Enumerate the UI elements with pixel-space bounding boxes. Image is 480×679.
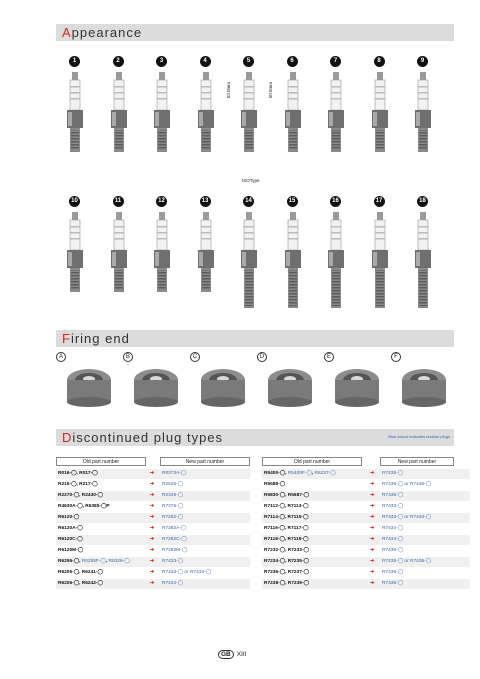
firing-end-letter: A (56, 352, 66, 362)
new-part-cell: R7282C-◯ (162, 537, 187, 542)
firing-end-letter: C (190, 352, 200, 362)
arrow-icon: ➜ (150, 559, 155, 564)
appearance-title: Appearance (62, 25, 143, 40)
arrow-icon: ➜ (150, 548, 155, 553)
new-part-cell: R7434-◯ (382, 537, 404, 542)
firing-end-image (330, 364, 384, 408)
firing-end-image (196, 364, 250, 408)
old-part-cell: R2270-◯, R2430-◯ (58, 493, 103, 498)
old-part-cell: R4630A-◯, R6385-◯P (58, 504, 110, 509)
old-part-cell: R7232-◯, R7233-◯ (264, 548, 309, 553)
resistor-note: Blue colour indicates resistor plugs (388, 434, 450, 439)
plug-number-badge: 12 (156, 196, 167, 207)
plug-row-2 (60, 196, 454, 316)
firing-end-header (56, 330, 454, 347)
new-part-cell: R7282M-◯ (162, 548, 188, 553)
old-part-cell: R6206-◯, R6242-◯ (58, 581, 103, 586)
spark-plug-2 (104, 56, 134, 176)
old-part-cell: R5830-◯, R5687-◯ (264, 493, 309, 498)
old-part-cell: R7114-◯, R7115-◯ (264, 515, 309, 520)
old-part-cell: R7112-◯, R7113-◯ (264, 504, 309, 509)
old-part-cell: R216-◯, R217-◯ (58, 482, 98, 487)
old-part-cell: R6120A-◯ (58, 526, 83, 531)
new-part-cell: R7433-◯ (382, 504, 404, 509)
arrow-icon: ➜ (370, 515, 375, 520)
firing-end-letter: D (257, 352, 267, 362)
arrow-icon: ➜ (150, 482, 155, 487)
arrow-icon: ➜ (370, 482, 375, 487)
iso-type-label: ISOType (242, 178, 260, 183)
plug-number-badge: 16 (330, 196, 341, 207)
new-part-cell: R7282-◯ (162, 515, 184, 520)
old-part-cell: R6205-◯, R6241-◯ (58, 570, 103, 575)
plug-number-badge: 14 (243, 196, 254, 207)
page-footer (218, 650, 247, 659)
firing-end-d (257, 352, 313, 410)
plug-number-badge: 18 (417, 196, 428, 207)
firing-end-c (190, 352, 246, 410)
spark-plug-1 (60, 56, 90, 176)
firing-end-row (56, 352, 454, 412)
new-part-cell: R7434-◯ (382, 526, 404, 531)
old-part-cell: R6120M-◯ (58, 548, 84, 553)
new-part-header: New part number (160, 457, 250, 466)
plug-number-badge: 11 (113, 196, 124, 207)
new-part-cell: R2525-◯ (162, 482, 184, 487)
firing-end-image (263, 364, 317, 408)
new-part-cell: R7435-◯ (382, 471, 404, 476)
old-part-header: Old part number (56, 457, 146, 466)
firing-end-title: Firing end (62, 331, 130, 346)
new-part-cell: R7433-◯ or R7434-◯ (382, 515, 432, 520)
new-part-cell: R0373A-◯ (162, 471, 187, 476)
discontinued-title: Discontinued plug types (62, 430, 224, 445)
spark-plug-4 (191, 56, 221, 176)
spark-plug-18 (408, 196, 438, 316)
arrow-icon: ➜ (150, 471, 155, 476)
spark-plug-8 (365, 56, 395, 176)
spark-plug-16 (321, 196, 351, 316)
new-part-cell: R7435-◯ or R7436-◯ (382, 559, 432, 564)
new-part-cell: R7434-◯ (162, 581, 184, 586)
arrow-icon: ➜ (150, 515, 155, 520)
firing-end-letter: F (391, 352, 401, 362)
discontinued-header (56, 429, 454, 446)
old-part-cell: R7236-◯, R7237-◯ (264, 570, 309, 575)
firing-end-b (123, 352, 179, 410)
firing-end-letter: E (324, 352, 334, 362)
plug-number-badge: 13 (200, 196, 211, 207)
plug-number-badge: 2 (113, 56, 124, 67)
arrow-icon: ➜ (150, 504, 155, 509)
new-part-cell: R7433-◯ (162, 559, 184, 564)
arrow-icon: ➜ (370, 548, 375, 553)
old-part-cell: R6120C-◯ (58, 537, 83, 542)
old-part-cell: R7118-◯, R7119-◯ (264, 537, 309, 542)
plug-number-badge: 1 (69, 56, 80, 67)
firing-end-image (129, 364, 183, 408)
plug-row-1 (60, 56, 454, 176)
old-part-cell: R5688-◯ (264, 482, 286, 487)
spark-plug-10 (60, 196, 90, 316)
arrow-icon: ➜ (370, 471, 375, 476)
arrow-icon: ➜ (370, 570, 375, 575)
old-part-cell: R5400-◯, R5400F-◯, R6237-◯ (264, 471, 336, 476)
old-part-cell: R7238-◯, R7239-◯ (264, 581, 309, 586)
old-part-cell: R7116-◯, R7117-◯ (264, 526, 309, 531)
new-part-cell: R7376-◯ (162, 504, 184, 509)
firing-end-f (391, 352, 447, 410)
plug-number-badge: 17 (374, 196, 385, 207)
new-part-cell: R7435-◯ (382, 548, 404, 553)
firing-end-e (324, 352, 380, 410)
arrow-icon: ➜ (370, 559, 375, 564)
new-part-cell: R7436-◯ (382, 581, 404, 586)
new-part-cell: R7282A-◯ (162, 526, 187, 531)
firing-end-letter: B (123, 352, 133, 362)
plug-number-badge: 9 (417, 56, 428, 67)
plug-number-badge: 4 (200, 56, 211, 67)
arrow-icon: ➜ (150, 537, 155, 542)
plug-number-badge: 10 (69, 196, 80, 207)
dimension-label-a: 53.0mm (226, 82, 231, 99)
arrow-icon: ➜ (150, 526, 155, 531)
dimension-label-b: 50.5mm (268, 82, 273, 99)
old-part-cell: R6120-◯ (58, 515, 80, 520)
plug-number-badge: 7 (330, 56, 341, 67)
spark-plug-14 (234, 196, 264, 316)
arrow-icon: ➜ (370, 537, 375, 542)
arrow-icon: ➜ (370, 581, 375, 586)
arrow-icon: ➜ (150, 570, 155, 575)
plug-number-badge: 15 (287, 196, 298, 207)
arrow-icon: ➜ (370, 526, 375, 531)
spark-plug-15 (278, 196, 308, 316)
arrow-icon: ➜ (370, 504, 375, 509)
old-part-cell: R7234-◯, R7235-◯ (264, 559, 309, 564)
firing-end-image (397, 364, 451, 408)
plug-number-badge: 5 (243, 56, 254, 67)
spark-plug-17 (365, 196, 395, 316)
spark-plug-5 (234, 56, 264, 176)
firing-end-image (62, 364, 116, 408)
new-part-cell: R7433-◯ or R7434-◯ (162, 570, 212, 575)
gb-badge: GB (218, 650, 234, 659)
spark-plug-3 (147, 56, 177, 176)
arrow-icon: ➜ (370, 493, 375, 498)
old-part-header: Old part number (262, 457, 362, 466)
spark-plug-13 (191, 196, 221, 316)
arrow-icon: ➜ (150, 493, 155, 498)
plug-number-badge: 3 (156, 56, 167, 67)
plug-number-badge: 8 (374, 56, 385, 67)
spark-plug-7 (321, 56, 351, 176)
appearance-header (56, 24, 454, 41)
old-part-cell: R6255-◯, R6255F-◯, R6326-◯ (58, 559, 130, 564)
arrow-icon: ➜ (150, 581, 155, 586)
spark-plug-6 (278, 56, 308, 176)
new-part-cell: R7436-◯ (382, 570, 404, 575)
new-part-cell: R7435-◯ or R7436-◯ (382, 482, 432, 487)
new-part-cell: R7436-◯ (382, 493, 404, 498)
firing-end-a (56, 352, 112, 410)
spark-plug-9 (408, 56, 438, 176)
page-number: XIII (236, 651, 247, 658)
plug-number-badge: 6 (287, 56, 298, 67)
old-part-cell: R016-◯, R017-◯ (58, 471, 98, 476)
spark-plug-11 (104, 196, 134, 316)
new-part-header: New part number (380, 457, 454, 466)
new-part-cell: R2349-◯ (162, 493, 184, 498)
spark-plug-12 (147, 196, 177, 316)
